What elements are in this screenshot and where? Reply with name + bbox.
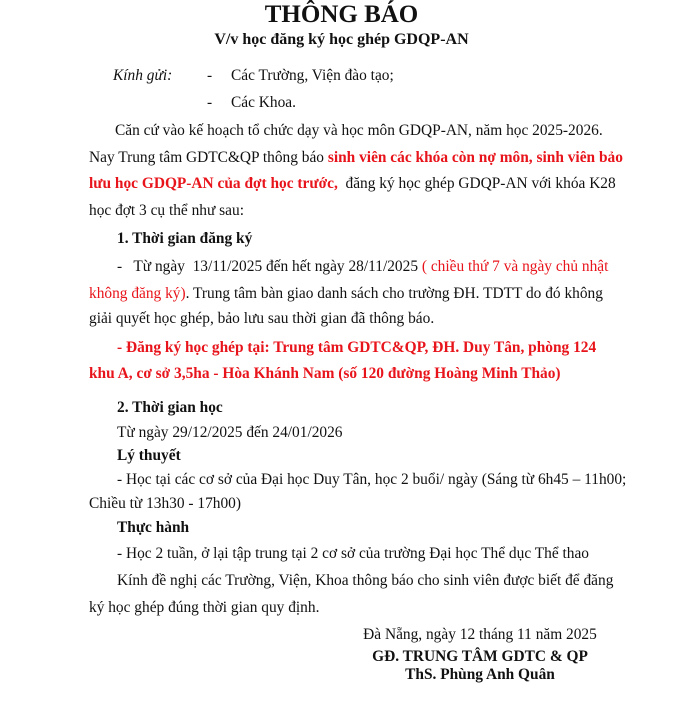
intro-line: học đợt 3 cụ thể như sau: <box>89 202 244 219</box>
practice-line: - Học 2 tuần, ở lại tập trung tại 2 cơ sở của trường Đại học Thể dục Thể thao <box>117 545 589 562</box>
place-date: Đà Nẵng, ngày 12 tháng 11 năm 2025 <box>363 626 597 643</box>
registration-note: ( chiều thứ 7 và ngày chủ nhật <box>421 258 609 275</box>
theory-line: Chiều từ 13h30 - 17h00) <box>89 495 241 512</box>
study-date-range: Từ ngày 29/12/2025 đến 24/01/2026 <box>117 424 343 441</box>
theory-heading: Lý thuyết <box>117 447 181 464</box>
recipient-dash: - <box>207 67 213 84</box>
section-1-heading: 1. Thời gian đăng ký <box>117 230 253 247</box>
intro-highlight: sinh viên các khóa còn nợ môn, sinh viên bảo <box>327 149 623 166</box>
theory-line: - Học tại các cơ sở của Đại học Duy Tân, học 2 buổi/ ngày (Sáng từ 6h45 – 11h00; <box>117 471 627 488</box>
registration-note: không đăng ký) <box>89 285 186 302</box>
signer-title: GĐ. TRUNG TÂM GDTC & QP <box>372 648 588 665</box>
section-2-heading: 2. Thời gian học <box>117 399 223 416</box>
recipient-dash: - <box>207 94 213 111</box>
registration-period-line <box>89 284 603 304</box>
registration-location-line: khu A, cơ sở 3,5ha - Hòa Khánh Nam (số 120 đường Hoàng Minh Thảo) <box>89 365 561 382</box>
recipient-item: Các Trường, Viện đào tạo; <box>231 67 394 84</box>
signer-name: ThS. Phùng Anh Quân <box>405 666 555 683</box>
intro-text: Nay Trung tâm GDTC&QP thông báo <box>89 149 328 166</box>
intro-line: Căn cứ vào kế hoạch tổ chức dạy và học môn GDQP-AN, năm học 2025-2026. <box>115 122 603 139</box>
closing-line: Kính đề nghị các Trường, Viện, Khoa thông báo cho sinh viên được biết để đăng <box>117 572 614 589</box>
intro-text: đăng ký học ghép GDQP-AN với khóa K28 <box>337 175 616 192</box>
document-title: THÔNG BÁO <box>264 1 419 28</box>
closing-line: ký học ghép đúng thời gian quy định. <box>89 599 320 616</box>
intro-line <box>89 174 616 194</box>
registration-period-line: giải quyết học ghép, bảo lưu sau thời gian đã thông báo. <box>89 310 435 327</box>
document-subtitle: V/v học đăng ký học ghép GDQP-AN <box>214 31 469 48</box>
registration-location-line: - Đăng ký học ghép tại: Trung tâm GDTC&QP, ĐH. Duy Tân, phòng 124 <box>117 339 597 356</box>
registration-text: - Từ ngày 13/11/2025 đến hết ngày 28/11/2025 <box>117 258 422 275</box>
intro-line <box>89 148 623 168</box>
recipient-item: Các Khoa. <box>231 94 296 111</box>
registration-period-line <box>117 257 608 277</box>
practice-heading: Thực hành <box>117 519 190 536</box>
registration-text: . Trung tâm bàn giao danh sách cho trường ĐH. TDTT do đó không <box>185 285 603 302</box>
intro-highlight: lưu học GDQP-AN của đợt học trước, <box>89 175 338 192</box>
recipients-label: Kính gửi: <box>113 67 173 84</box>
